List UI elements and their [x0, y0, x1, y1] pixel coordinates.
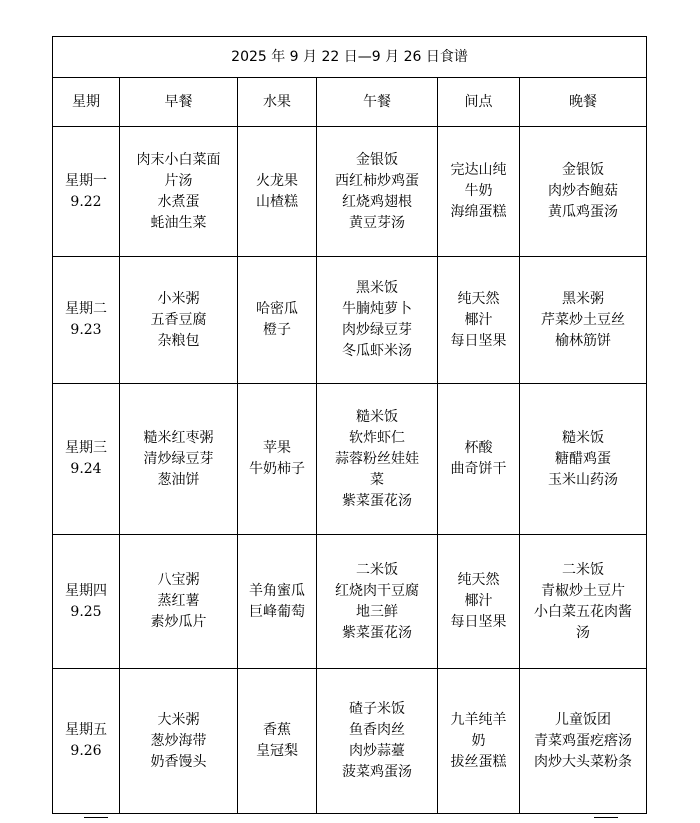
breakfast-cell	[120, 127, 238, 257]
menu-item: 玉米山药汤	[548, 471, 618, 488]
lunch-cell	[317, 384, 438, 535]
table-row	[53, 669, 647, 814]
menu-item: 牛腩炖萝卜	[342, 301, 412, 317]
date-label: 9.23	[70, 322, 102, 338]
menu-item: 杂粮包	[157, 332, 200, 349]
menu-item: 肉炒大头菜粉条	[534, 753, 632, 770]
menu-item: 巨峰葡萄	[249, 603, 305, 620]
menu-item: 二米饭	[562, 561, 604, 578]
menu-item: 椰汁	[464, 593, 493, 609]
table-row	[53, 535, 647, 669]
menu-item: 八宝粥	[157, 572, 200, 588]
menu-item: 肉炒蒜薹	[349, 743, 405, 759]
menu-item: 儿童饭团	[555, 711, 611, 728]
menu-item: 每日坚果	[450, 332, 507, 349]
header-lunch: 午餐	[317, 78, 438, 127]
menu-item: 菠菜鸡蛋汤	[342, 764, 412, 780]
menu-item: 金银饭	[562, 162, 604, 178]
weekday-label: 星期四	[65, 582, 107, 599]
menu-item: 大米粥	[157, 711, 200, 728]
menu-item: 水煮蛋	[157, 193, 200, 210]
menu-item: 蒸红薯	[157, 593, 200, 609]
fruit-cell	[238, 669, 317, 814]
menu-item: 地三鲜	[356, 603, 398, 620]
dinner-cell	[520, 384, 647, 535]
header-snack: 间点	[438, 78, 520, 127]
menu-item: 蚝油生菜	[150, 214, 207, 231]
header-dinner: 晚餐	[520, 78, 647, 127]
fruit-cell	[238, 257, 317, 384]
lunch-cell	[317, 257, 438, 384]
header-breakfast: 早餐	[120, 78, 238, 127]
menu-item: 椰汁	[464, 311, 493, 328]
menu-item: 片汤	[164, 172, 193, 189]
snack-cell	[438, 127, 520, 257]
menu-item: 糙米饭	[562, 429, 604, 446]
menu-item: 金银饭	[356, 151, 398, 168]
menu-item: 牛奶柿子	[249, 461, 305, 477]
menu-item: 糙米饭	[356, 408, 398, 425]
header-fruit: 水果	[238, 78, 317, 127]
menu-item: 糙米红枣粥	[143, 429, 214, 446]
dinner-cell	[520, 257, 647, 384]
date-label: 9.26	[70, 743, 102, 759]
menu-item: 碴子米饭	[349, 701, 405, 717]
weekday-label: 星期二	[65, 301, 107, 317]
menu-item: 芹菜炒土豆丝	[541, 311, 625, 328]
page-divider	[594, 817, 618, 818]
menu-item: 二米饭	[356, 561, 398, 578]
menu-item: 哈密瓜	[256, 301, 298, 317]
fruit-cell	[238, 535, 317, 669]
snack-cell	[438, 257, 520, 384]
snack-cell	[438, 535, 520, 669]
menu-item: 软炸虾仁	[349, 429, 405, 446]
weekday-cell	[53, 535, 120, 669]
menu-item: 汤	[576, 624, 590, 641]
dinner-cell	[520, 535, 647, 669]
weekday-label: 星期五	[65, 722, 107, 738]
menu-item: 奶	[471, 732, 486, 749]
menu-item: 素炒瓜片	[150, 614, 207, 630]
header-row	[53, 78, 647, 127]
menu-item: 青菜鸡蛋疙瘩汤	[534, 732, 632, 749]
menu-item: 皇冠梨	[256, 743, 298, 759]
lunch-cell	[317, 669, 438, 814]
menu-item: 香蕉	[263, 722, 291, 738]
menu-item: 肉炒杏鲍菇	[548, 183, 618, 199]
date-label: 9.22	[70, 193, 102, 210]
breakfast-cell	[120, 384, 238, 535]
weekday-cell	[53, 669, 120, 814]
fruit-cell	[238, 127, 317, 257]
menu-item: 海绵蛋糕	[450, 204, 507, 220]
snack-cell	[438, 669, 520, 814]
menu-item: 九羊纯羊	[450, 711, 507, 728]
menu-item: 青椒炒土豆片	[541, 582, 625, 599]
menu-item: 菜	[370, 471, 384, 488]
menu-item: 曲奇饼干	[450, 461, 507, 477]
menu-item: 肉炒绿豆芽	[342, 322, 412, 338]
menu-item: 奶香馒头	[150, 753, 207, 770]
menu-item: 黄豆芽汤	[349, 214, 405, 231]
fruit-cell	[238, 384, 317, 535]
menu-item: 糖醋鸡蛋	[555, 450, 611, 467]
lunch-cell	[317, 535, 438, 669]
menu-item: 红烧鸡翅根	[342, 193, 412, 210]
menu-item: 小米粥	[157, 290, 200, 307]
dinner-cell	[520, 669, 647, 814]
menu-item: 每日坚果	[450, 614, 507, 630]
date-label: 9.24	[70, 461, 102, 477]
table-row	[53, 127, 647, 257]
breakfast-cell	[120, 257, 238, 384]
weekly-menu-table	[52, 36, 647, 814]
menu-item: 山楂糕	[256, 193, 298, 210]
menu-item: 纯天然	[457, 290, 500, 307]
table-row	[53, 257, 647, 384]
table-row	[53, 384, 647, 535]
menu-item: 肉末小白菜面	[136, 151, 221, 168]
menu-item: 拔丝蛋糕	[450, 753, 507, 770]
menu-item: 牛奶	[464, 183, 493, 199]
menu-item: 完达山纯	[450, 162, 507, 178]
page-divider	[84, 817, 108, 818]
weekday-label: 星期三	[65, 440, 107, 456]
menu-item: 羊角蜜瓜	[249, 582, 305, 599]
header-weekday: 星期	[53, 78, 120, 127]
menu-item: 小白菜五花肉酱	[534, 603, 632, 620]
menu-item: 五香豆腐	[150, 311, 207, 328]
menu-item: 火龙果	[256, 172, 298, 189]
breakfast-cell	[120, 535, 238, 669]
dinner-cell	[520, 127, 647, 257]
menu-item: 紫菜蛋花汤	[342, 492, 412, 509]
weekday-cell	[53, 384, 120, 535]
menu-item: 杯酸	[464, 440, 493, 456]
menu-item: 葱炒海带	[150, 732, 207, 749]
menu-item: 鱼香肉丝	[349, 722, 405, 738]
menu-item: 清炒绿豆芽	[143, 450, 214, 467]
snack-cell	[438, 384, 520, 535]
menu-item: 西红柿炒鸡蛋	[335, 172, 419, 189]
menu-title: 2025 年 9 月 22 日—9 月 26 日食谱	[53, 37, 647, 78]
menu-item: 橙子	[263, 322, 291, 338]
menu-item: 葱油饼	[157, 471, 200, 488]
weekday-cell	[53, 127, 120, 257]
menu-item: 黑米饭	[356, 280, 398, 296]
menu-item: 榆林筋饼	[555, 332, 611, 349]
menu-item: 黑米粥	[562, 290, 604, 307]
lunch-cell	[317, 127, 438, 257]
menu-item: 纯天然	[457, 572, 500, 588]
date-label: 9.25	[70, 603, 102, 620]
weekday-cell	[53, 257, 120, 384]
menu-item: 苹果	[263, 440, 291, 456]
menu-item: 黄瓜鸡蛋汤	[548, 204, 618, 220]
menu-item: 冬瓜虾米汤	[342, 343, 412, 359]
weekday-label: 星期一	[65, 172, 107, 189]
menu-item: 紫菜蛋花汤	[342, 624, 412, 641]
menu-item: 红烧肉干豆腐	[335, 582, 419, 599]
menu-item: 蒜蓉粉丝娃娃	[335, 450, 419, 467]
breakfast-cell	[120, 669, 238, 814]
